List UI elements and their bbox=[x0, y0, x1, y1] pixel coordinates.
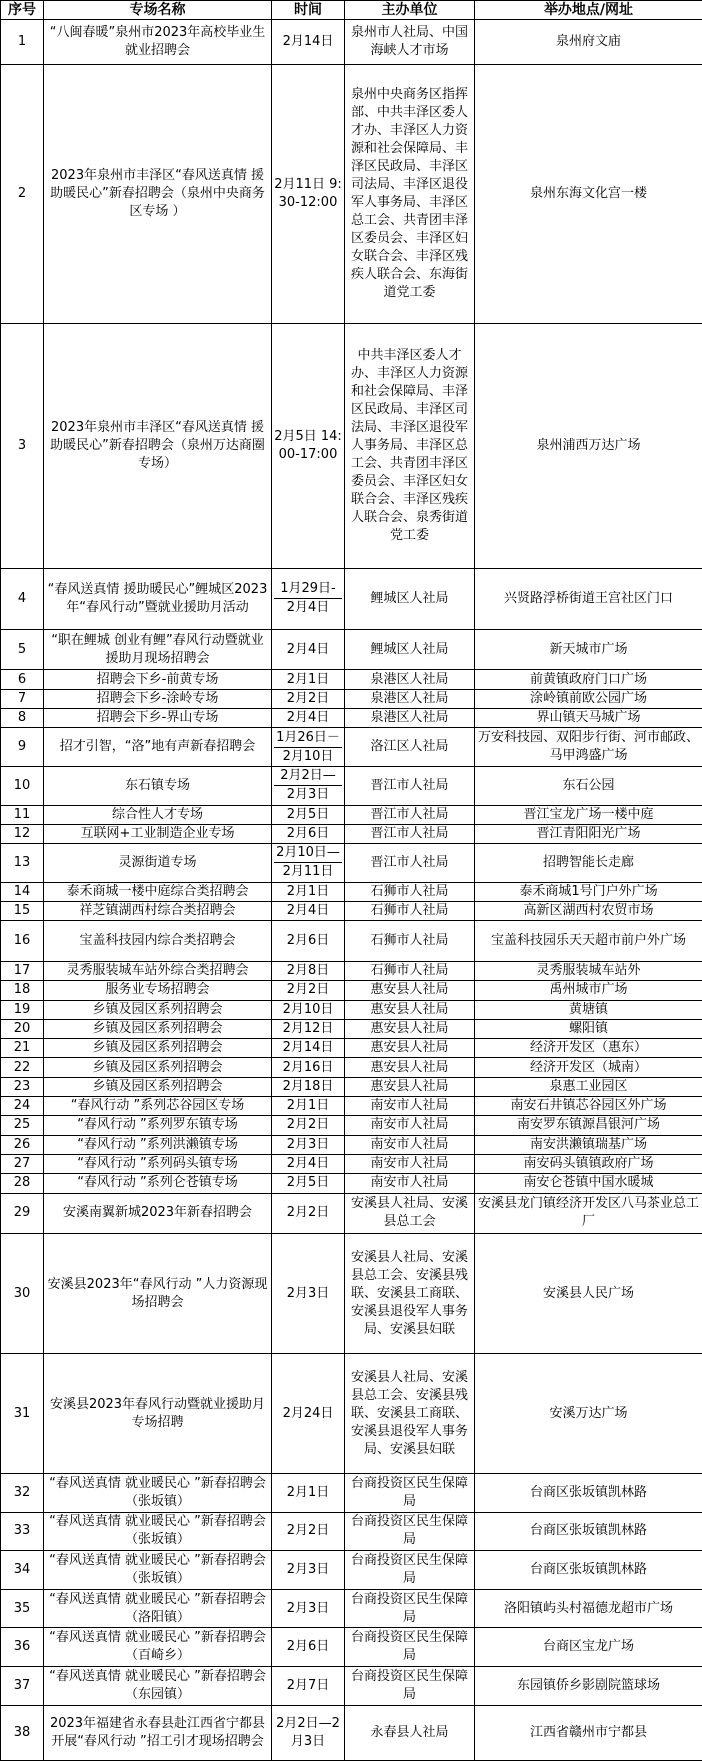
cell-time: 2月3日 bbox=[272, 1589, 345, 1628]
cell-time: 2月6日 bbox=[272, 921, 345, 962]
cell-no: 34 bbox=[1, 1551, 44, 1590]
cell-time: 2月12日 bbox=[272, 1019, 345, 1038]
header-org: 主办单位 bbox=[345, 1, 475, 20]
header-place: 举办地点/网址 bbox=[475, 1, 702, 20]
cell-org: 南安市人社局 bbox=[345, 1116, 475, 1135]
cell-no: 5 bbox=[1, 629, 44, 670]
table-row bbox=[1, 1135, 702, 1154]
cell-time: 2月11日 9:30-12:00 bbox=[272, 64, 345, 323]
cell-no: 23 bbox=[1, 1077, 44, 1096]
cell-name: 乡镇及园区系列招聘会 bbox=[44, 1058, 272, 1077]
cell-time: 2月6日 bbox=[272, 824, 345, 843]
cell-time: 2月3日 bbox=[272, 1551, 345, 1590]
table-row bbox=[1, 1551, 702, 1590]
cell-place: 南安罗东镇源昌银河广场 bbox=[475, 1116, 702, 1135]
cell-org: 台商投资区民生保障局 bbox=[345, 1474, 475, 1513]
table-row bbox=[1, 1039, 702, 1058]
cell-name: “春风送真情 援助暖民心”鲤城区2023年“春风行动”暨就业援助月活动 bbox=[44, 568, 272, 629]
table-row bbox=[1, 1474, 702, 1513]
cell-place: 安溪县龙门镇经济开发区八马茶业总工厂 bbox=[475, 1193, 702, 1234]
table-row bbox=[1, 981, 702, 1000]
cell-no: 16 bbox=[1, 921, 44, 962]
cell-name: “春风送真情 就业暖民心 ”新春招聘会（张坂镇） bbox=[44, 1512, 272, 1551]
cell-org: 洛江区人社局 bbox=[345, 728, 475, 767]
time-end: 2月11日 bbox=[274, 862, 342, 881]
cell-place: 东园镇侨乡影剧院篮球场 bbox=[475, 1667, 702, 1706]
cell-org: 南安市人社局 bbox=[345, 1135, 475, 1154]
cell-org: 台商投资区民生保障局 bbox=[345, 1628, 475, 1667]
cell-name: “春风送真情 就业暖民心 ”新春招聘会（百崎乡） bbox=[44, 1628, 272, 1667]
header-time: 时间 bbox=[272, 1, 345, 20]
cell-no: 21 bbox=[1, 1039, 44, 1058]
cell-org: 惠安县人社局 bbox=[345, 1077, 475, 1096]
cell-time: 2月2日 bbox=[272, 981, 345, 1000]
table-row bbox=[1, 1000, 702, 1019]
cell-time: 2月4日 bbox=[272, 629, 345, 670]
cell-org: 晋江市人社局 bbox=[345, 805, 475, 824]
cell-time: 2月14日 bbox=[272, 20, 345, 65]
table-row bbox=[1, 1174, 702, 1193]
table-row bbox=[1, 1116, 702, 1135]
cell-no: 15 bbox=[1, 902, 44, 921]
cell-org: 台商投资区民生保障局 bbox=[345, 1589, 475, 1628]
time-start: 2月2日— bbox=[280, 768, 336, 784]
cell-time: 2月5日 14:00-17:00 bbox=[272, 323, 345, 568]
cell-no: 37 bbox=[1, 1667, 44, 1706]
cell-place: 安溪县人民广场 bbox=[475, 1234, 702, 1354]
cell-org: 惠安县人社局 bbox=[345, 1058, 475, 1077]
cell-place: 前黄镇政府门口广场 bbox=[475, 670, 702, 689]
cell-time: 2月16日 bbox=[272, 1058, 345, 1077]
cell-org: 南安市人社局 bbox=[345, 1154, 475, 1173]
cell-org: 泉州市人社局、中国海峡人才市场 bbox=[345, 20, 475, 65]
cell-name: “春风送真情 就业暖民心 ”新春招聘会（东园镇） bbox=[44, 1667, 272, 1706]
table-row bbox=[1, 1589, 702, 1628]
table-row bbox=[1, 629, 702, 670]
cell-name: “春风行动 ”系列罗东镇专场 bbox=[44, 1116, 272, 1135]
cell-org: 永春县人社局 bbox=[345, 1705, 475, 1760]
time-start: 1月29日- bbox=[280, 581, 336, 597]
cell-org: 石狮市人社局 bbox=[345, 902, 475, 921]
cell-name: 泰禾商城一楼中庭综合类招聘会 bbox=[44, 882, 272, 901]
cell-no: 20 bbox=[1, 1019, 44, 1038]
cell-name: 招聘会下乡-前黄专场 bbox=[44, 670, 272, 689]
table-row bbox=[1, 728, 702, 767]
time-start: 2月10日— bbox=[276, 845, 340, 861]
cell-place: 安溪万达广场 bbox=[475, 1354, 702, 1474]
cell-place: 江西省赣州市宁都县 bbox=[475, 1705, 702, 1760]
cell-time: 2月1日 bbox=[272, 1474, 345, 1513]
table-row bbox=[1, 1077, 702, 1096]
cell-no: 38 bbox=[1, 1705, 44, 1760]
cell-place: 界山镇天马城广场 bbox=[475, 709, 702, 728]
cell-no: 33 bbox=[1, 1512, 44, 1551]
cell-time: 2月3日 bbox=[272, 1234, 345, 1354]
cell-name: 2023年泉州市丰泽区“春风送真情 援助暖民心”新春招聘会（泉州中央商务区专场 ） bbox=[44, 64, 272, 323]
cell-org: 南安市人社局 bbox=[345, 1097, 475, 1116]
cell-name: 乡镇及园区系列招聘会 bbox=[44, 1077, 272, 1096]
header-name: 专场名称 bbox=[44, 1, 272, 20]
cell-org: 晋江市人社局 bbox=[345, 824, 475, 843]
cell-place: 南安码头镇镇政府广场 bbox=[475, 1154, 702, 1173]
table-body bbox=[1, 20, 702, 1761]
cell-name: 安溪县2023年“春风行动 ”人力资源现场招聘会 bbox=[44, 1234, 272, 1354]
cell-name: 安溪南翼新城2023年新春招聘会 bbox=[44, 1193, 272, 1234]
cell-time: 2月4日 bbox=[272, 902, 345, 921]
cell-time: 2月4日 bbox=[272, 709, 345, 728]
cell-place: 台商区张坂镇凯林路 bbox=[475, 1512, 702, 1551]
cell-org: 安溪县人社局、安溪县总工会、安溪县残联、安溪县工商联、安溪县退役军人事务局、安溪县妇联 bbox=[345, 1234, 475, 1354]
cell-place: 南安仑苍镇中国水暖城 bbox=[475, 1174, 702, 1193]
table-row bbox=[1, 902, 702, 921]
cell-no: 8 bbox=[1, 709, 44, 728]
cell-no: 13 bbox=[1, 844, 44, 883]
cell-no: 17 bbox=[1, 961, 44, 980]
table-row bbox=[1, 961, 702, 980]
table-row bbox=[1, 670, 702, 689]
cell-no: 7 bbox=[1, 689, 44, 708]
cell-no: 9 bbox=[1, 728, 44, 767]
cell-name: 服务业专场招聘会 bbox=[44, 981, 272, 1000]
table-row bbox=[1, 1193, 702, 1234]
cell-place: 涂岭镇前欧公园广场 bbox=[475, 689, 702, 708]
cell-org: 泉港区人社局 bbox=[345, 689, 475, 708]
time-start: 1月26日－ bbox=[276, 729, 340, 745]
cell-name: 乡镇及园区系列招聘会 bbox=[44, 1039, 272, 1058]
table-row bbox=[1, 1628, 702, 1667]
cell-time: 2月6日 bbox=[272, 1628, 345, 1667]
cell-org: 鲤城区人社局 bbox=[345, 568, 475, 629]
cell-place: 泉州府文庙 bbox=[475, 20, 702, 65]
table-row bbox=[1, 805, 702, 824]
cell-place: 台商区宝龙广场 bbox=[475, 1628, 702, 1667]
cell-name: 东石镇专场 bbox=[44, 766, 272, 805]
header-no: 序号 bbox=[1, 1, 44, 20]
cell-name: “八闽春暖”泉州市2023年高校毕业生就业招聘会 bbox=[44, 20, 272, 65]
cell-org: 台商投资区民生保障局 bbox=[345, 1551, 475, 1590]
cell-time: 2月2日 bbox=[272, 1512, 345, 1551]
cell-org: 台商投资区民生保障局 bbox=[345, 1667, 475, 1706]
cell-no: 12 bbox=[1, 824, 44, 843]
cell-no: 32 bbox=[1, 1474, 44, 1513]
cell-time: 2月4日 bbox=[272, 1154, 345, 1173]
cell-org: 石狮市人社局 bbox=[345, 961, 475, 980]
table-row bbox=[1, 1058, 702, 1077]
cell-name: “春风送真情 就业暖民心 ”新春招聘会（张坂镇） bbox=[44, 1474, 272, 1513]
cell-time bbox=[272, 568, 345, 629]
cell-place: 泉州浦西万达广场 bbox=[475, 323, 702, 568]
cell-no: 36 bbox=[1, 1628, 44, 1667]
cell-no: 6 bbox=[1, 670, 44, 689]
cell-org: 台商投资区民生保障局 bbox=[345, 1512, 475, 1551]
cell-time: 2月1日 bbox=[272, 882, 345, 901]
cell-name: 招聘会下乡-界山专场 bbox=[44, 709, 272, 728]
cell-no: 4 bbox=[1, 568, 44, 629]
cell-place: 泰禾商城1号门户外广场 bbox=[475, 882, 702, 901]
cell-place: 灵秀服装城车站外 bbox=[475, 961, 702, 980]
table-row bbox=[1, 824, 702, 843]
cell-name: 安溪县2023年春风行动暨就业援助月专场招聘 bbox=[44, 1354, 272, 1474]
cell-place: 晋江宝龙广场一楼中庭 bbox=[475, 805, 702, 824]
table-row bbox=[1, 766, 702, 805]
cell-time: 2月3日 bbox=[272, 1135, 345, 1154]
cell-no: 2 bbox=[1, 64, 44, 323]
table-row bbox=[1, 20, 702, 65]
cell-no: 3 bbox=[1, 323, 44, 568]
time-end: 2月4日 bbox=[274, 598, 342, 617]
table-row bbox=[1, 1354, 702, 1474]
cell-org: 泉港区人社局 bbox=[345, 670, 475, 689]
cell-no: 19 bbox=[1, 1000, 44, 1019]
cell-org: 泉港区人社局 bbox=[345, 709, 475, 728]
table-row bbox=[1, 1097, 702, 1116]
cell-org: 晋江市人社局 bbox=[345, 844, 475, 883]
cell-no: 14 bbox=[1, 882, 44, 901]
cell-no: 29 bbox=[1, 1193, 44, 1234]
table-row bbox=[1, 1705, 702, 1760]
cell-no: 35 bbox=[1, 1589, 44, 1628]
table-row bbox=[1, 844, 702, 883]
cell-place: 泉惠工业园区 bbox=[475, 1077, 702, 1096]
cell-time: 2月2日—2月3日 bbox=[272, 1705, 345, 1760]
table-row bbox=[1, 709, 702, 728]
cell-time: 2月7日 bbox=[272, 1667, 345, 1706]
cell-place: 台商区张坂镇凯林路 bbox=[475, 1474, 702, 1513]
cell-place: 兴贤路浮桥街道王宫社区门口 bbox=[475, 568, 702, 629]
cell-time: 2月2日 bbox=[272, 689, 345, 708]
cell-place: 经济开发区（城南） bbox=[475, 1058, 702, 1077]
cell-name: 乡镇及园区系列招聘会 bbox=[44, 1000, 272, 1019]
table-row bbox=[1, 323, 702, 568]
cell-no: 10 bbox=[1, 766, 44, 805]
cell-no: 1 bbox=[1, 20, 44, 65]
cell-place: 黄塘镇 bbox=[475, 1000, 702, 1019]
cell-time: 2月10日 bbox=[272, 1000, 345, 1019]
cell-place: 东石公园 bbox=[475, 766, 702, 805]
cell-name: 综合性人才专场 bbox=[44, 805, 272, 824]
cell-place: 洛阳镇屿头村福德龙超市广场 bbox=[475, 1589, 702, 1628]
cell-place: 台商区张坂镇凯林路 bbox=[475, 1551, 702, 1590]
table-row bbox=[1, 882, 702, 901]
cell-no: 25 bbox=[1, 1116, 44, 1135]
cell-no: 11 bbox=[1, 805, 44, 824]
cell-time: 2月1日 bbox=[272, 670, 345, 689]
cell-name: 2023年福建省永春县赴江西省宁都县开展“春风行动 ”招工引才现场招聘会 bbox=[44, 1705, 272, 1760]
cell-name: 乡镇及园区系列招聘会 bbox=[44, 1019, 272, 1038]
cell-org: 惠安县人社局 bbox=[345, 981, 475, 1000]
cell-time: 2月24日 bbox=[272, 1354, 345, 1474]
cell-no: 31 bbox=[1, 1354, 44, 1474]
cell-name: “职在鲤城 创业有鲤”春风行动暨就业援助月现场招聘会 bbox=[44, 629, 272, 670]
cell-no: 18 bbox=[1, 981, 44, 1000]
cell-place: 新天城市广场 bbox=[475, 629, 702, 670]
cell-no: 30 bbox=[1, 1234, 44, 1354]
cell-name: 互联网+工业制造企业专场 bbox=[44, 824, 272, 843]
cell-name: 招才引智，“洛”地有声新春招聘会 bbox=[44, 728, 272, 767]
cell-time bbox=[272, 844, 345, 883]
cell-time bbox=[272, 766, 345, 805]
table-row bbox=[1, 689, 702, 708]
time-end: 2月10日 bbox=[274, 747, 342, 766]
cell-org: 中共丰泽区委人才办、丰泽区人力资源和社会保障局、丰泽区民政局、丰泽区司法局、丰泽区退役军人事务局、丰泽区总工会、共青团丰泽区委员会、丰泽区妇女联合会、丰泽区残疾人联合会、泉秀街道党工委 bbox=[345, 323, 475, 568]
table-row bbox=[1, 1019, 702, 1038]
cell-place: 宝盖科技园乐天天超市前户外广场 bbox=[475, 921, 702, 962]
cell-time bbox=[272, 728, 345, 767]
cell-org: 安溪县人社局、安溪县总工会 bbox=[345, 1193, 475, 1234]
cell-name: 2023年泉州市丰泽区“春风送真情 援助暖民心”新春招聘会（泉州万达商圈专场） bbox=[44, 323, 272, 568]
cell-name: “春风送真情 就业暖民心 ”新春招聘会（洛阳镇） bbox=[44, 1589, 272, 1628]
table-row bbox=[1, 1512, 702, 1551]
cell-org: 石狮市人社局 bbox=[345, 921, 475, 962]
cell-name: “春风行动 ”系列芯谷园区专场 bbox=[44, 1097, 272, 1116]
table-row bbox=[1, 1667, 702, 1706]
cell-time: 2月2日 bbox=[272, 1193, 345, 1234]
cell-time: 2月8日 bbox=[272, 961, 345, 980]
cell-name: 宝盖科技园内综合类招聘会 bbox=[44, 921, 272, 962]
cell-no: 24 bbox=[1, 1097, 44, 1116]
cell-org: 鲤城区人社局 bbox=[345, 629, 475, 670]
cell-name: 灵源街道专场 bbox=[44, 844, 272, 883]
cell-place: 经济开发区（惠东） bbox=[475, 1039, 702, 1058]
cell-name: 招聘会下乡-涂岭专场 bbox=[44, 689, 272, 708]
cell-time: 2月2日 bbox=[272, 1116, 345, 1135]
cell-org: 南安市人社局 bbox=[345, 1174, 475, 1193]
cell-no: 22 bbox=[1, 1058, 44, 1077]
cell-time: 2月14日 bbox=[272, 1039, 345, 1058]
cell-place: 南安洪濑镇瑞基广场 bbox=[475, 1135, 702, 1154]
cell-name: “春风行动 ”系列洪濑镇专场 bbox=[44, 1135, 272, 1154]
time-end: 2月3日 bbox=[274, 785, 342, 804]
cell-no: 27 bbox=[1, 1154, 44, 1173]
cell-org: 惠安县人社局 bbox=[345, 1000, 475, 1019]
table-row bbox=[1, 1234, 702, 1354]
cell-time: 2月5日 bbox=[272, 805, 345, 824]
cell-name: “春风行动 ”系列码头镇专场 bbox=[44, 1154, 272, 1173]
cell-org: 惠安县人社局 bbox=[345, 1019, 475, 1038]
cell-time: 2月1日 bbox=[272, 1097, 345, 1116]
header-row bbox=[1, 1, 702, 20]
cell-place: 螺阳镇 bbox=[475, 1019, 702, 1038]
cell-place: 泉州东海文化宫一楼 bbox=[475, 64, 702, 323]
cell-place: 高新区湖西村农贸市场 bbox=[475, 902, 702, 921]
table-row bbox=[1, 1154, 702, 1173]
cell-time: 2月18日 bbox=[272, 1077, 345, 1096]
cell-name: 灵秀服装城车站外综合类招聘会 bbox=[44, 961, 272, 980]
table-row bbox=[1, 568, 702, 629]
cell-place: 万安科技园、双阳步行街、河市邮政、马甲鸿盛广场 bbox=[475, 728, 702, 767]
cell-org: 安溪县人社局、安溪县总工会、安溪县残联、安溪县工商联、安溪县退役军人事务局、安溪县妇联 bbox=[345, 1354, 475, 1474]
cell-place: 招聘智能长走廊 bbox=[475, 844, 702, 883]
cell-name: 祥芝镇湖西村综合类招聘会 bbox=[44, 902, 272, 921]
cell-no: 26 bbox=[1, 1135, 44, 1154]
cell-name: “春风行动 ”系列仑苍镇专场 bbox=[44, 1174, 272, 1193]
table-row bbox=[1, 921, 702, 962]
cell-org: 石狮市人社局 bbox=[345, 882, 475, 901]
cell-name: “春风送真情 就业暖民心 ”新春招聘会（张坂镇） bbox=[44, 1551, 272, 1590]
cell-org: 惠安县人社局 bbox=[345, 1039, 475, 1058]
cell-place: 南安石井镇芯谷园区外广场 bbox=[475, 1097, 702, 1116]
cell-time: 2月5日 bbox=[272, 1174, 345, 1193]
cell-place: 晋江青阳阳光广场 bbox=[475, 824, 702, 843]
cell-no: 28 bbox=[1, 1174, 44, 1193]
cell-org: 泉州中央商务区指挥部、中共丰泽区委人才办、丰泽区人力资源和社会保障局、丰泽区民政局、丰泽区司法局、丰泽区退役军人事务局、丰泽区总工会、共青团丰泽区委员会、丰泽区妇女联合会、丰泽区残疾人联合会、东海街道党工委 bbox=[345, 64, 475, 323]
cell-place: 禹州城市广场 bbox=[475, 981, 702, 1000]
cell-org: 晋江市人社局 bbox=[345, 766, 475, 805]
table-row bbox=[1, 64, 702, 323]
